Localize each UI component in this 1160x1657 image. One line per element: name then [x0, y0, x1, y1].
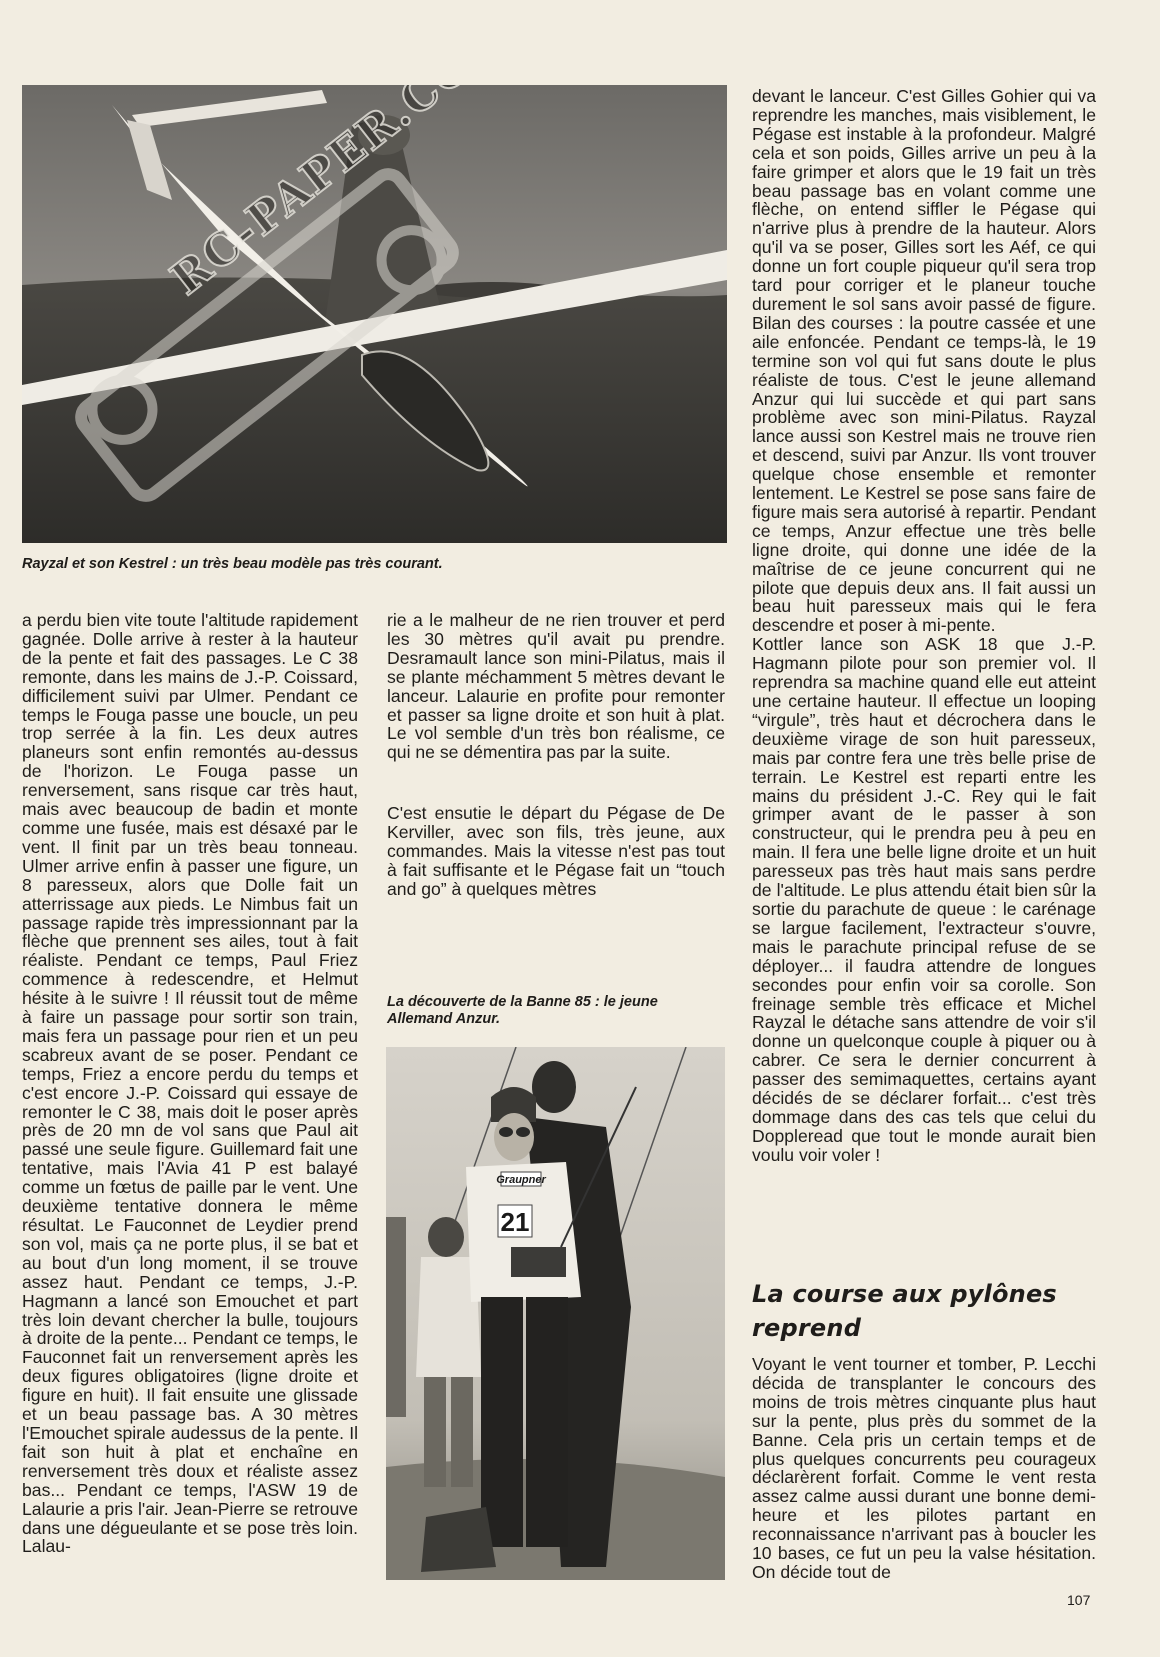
section-heading: La course aux pylônes reprend [752, 1280, 1057, 1342]
paragraph: a perdu bien vite toute l'altitude rapidement gagnée. Dolle arrive à rester à la hauteur de la pente et fait des passages. Le C 38 remonte, dans les mains de J.-P. Coissard, difficilement suivi par Ulmer. Pendant ce temps le Fouga passe une boucle, un peu trop serrée à la fin. Les deux autres planeurs sont enfin remontés au-dessus de l'horizon. Le Fouga passe un renversement, sans risque car très haut, mais avec beaucoup de badin et monte comme une fusée, mais est désaxé par le vent. Il finit par un très beau tonneau. Ulmer arrive enfin à passer une figure, un 8 paresseux, alors que Dolle fait un atterrissage aux pieds. Le Nimbus fait un passage rapide très impressionnant par la flèche que prennent ses ailes, tout à fait réaliste. Pendant ce temps, Paul Friez commence à redescendre, et Helmut hésite à le suivre ! Il réussit tout de même à faire un passage pour sortir son train, mais fera un passage pour rien et un peu scabreux avant de se poser. Pendant ce temps, Friez a encore perdu du temps et c'est encore J.-P. Coissard qui essaye de remonter le C 38, mais doit le poser après près de 20 mn de vol sans que Paul ait passé une seule figure. Guillemard fait une tentative, mais l'Avia 41 P est balayé comme un fœtus de paille par le vent. Une deuxième tentative donnera le même résultat. Le Fauconnet de Leydier prend son vol, mais ça ne porte plus, il se bat et au bout d'un long moment, il se trouve assez haut. Pendant ce temps, J.-P. Hagmann a lancé son Emouchet et part très loin devant chercher la bulle, toujours à droite de la pente... Pendant ce temps, le Fauconnet fait un renversement après les deux figures obligatoires (ligne droite et figure en huit). Il fait ensuite une glissade et un beau passage bas. A 30 mètres l'Emouchet spirale audessus de la pente. Il fait son huit à plat et enchaîne en renversement très doux et réaliste assez bas... Pendant ce temps, l'ASW 19 de Lalaurie a pris l'air. Jean-Pierre se retrouve dans une dégueulante et se pose très loin. Lalau- [22, 610, 358, 1557]
anzur-pilot-photo [386, 1047, 725, 1580]
column-2 [387, 611, 725, 899]
paragraph: devant le lanceur. C'est Gilles Gohier qui va reprendre les manches, mais visiblement, le Pégase est instable à la profondeur. Malgré cela et son poids, Gilles arrive un peu à la faire grimper et alors que le 19 fait un très beau passage bas en volant comme une flèche, on entend siffler le Pégase qui n'arrive plus à prendre de la hauteur. Alors qu'il va se poser, Gilles sort les Aéf, ce qui donne un fort couple piqueur qu'il sera trop tard pour corriger et le planeur touche durement le sol sans avoir passé de figure. Bilan des courses : la poutre cassée et une aile enfoncée. Pendant ce temps-là, le 19 termine son vol qui fut sans doute le plus réaliste de tous. C'est le jeune allemand Anzur qui lui succède et qui part sans problème avec son mini-Pilatus. Rayzal lance aussi son Kestrel mais ne trouve rien et descend, suivi par Anzur. Ils vont trouver quelque chose ensemble et remonter lentement. Le Kestrel se pose sans faire de figure mais sera autorisé à repartir. Pendant ce temps, Anzur effectue une très belle ligne droite, qui donne une idée de la maîtrise de ce jeune concurrent qui ne pilote que depuis deux ans. Il fait aussi un beau huit paresseux mais qui le fera descendre et poser à mi-pente. [752, 86, 1096, 636]
paragraph: rie a le malheur de ne rien trouver et perd les 30 mètres qu'il avait pu prendre. Desramault lance son mini-Pilatus, mais il se plante méchamment 5 mètres devant le lanceur. Lalaurie en profite pour remonter et passer sa ligne droite et son huit à plat. Le vol semble d'un très bon réalisme, ce qui ne se démentira pas par la suite. [387, 610, 725, 763]
bib-number: 21 [500, 1207, 530, 1237]
paragraph: C'est ensutie le départ du Pégase de De Kerviller, avec son fils, très jeune, aux commandes. Mais la vitesse n'est pas tout à fait suffisante et le Pégase fait un “touch and go” à quelques mètres [387, 803, 725, 899]
column-1 [22, 611, 358, 1556]
paragraph: Kottler lance son ASK 18 que J.-P. Hagmann pilote pour son premier vol. Il reprendra sa machine quand elle eut atteint une certaine hauteur. Il effectue un looping “virgule”, très haut et décrochera dans le deuxième virage de son huit paresseux, mais par contre fera une très belle prise de terrain. Le Kestrel est reparti entre les mains du président J.-C. Rey qui le fait grimper avant de le passer à son constructeur, qui le prendra peu à peu en main. Il fera une belle ligne droite et un huit paresseux pas très haut mais sans perdre de l'altitude. Le plus attendu était bien sûr la sortie du parachute de queue : le carénage se largue facilement, l'extracteur s'ouvre, mais le parachute principal refuse de se déployer... il faudra attendre de longues secondes pour enfin voir sa corolle. Son freinage semble très efficace et Michel Rayzal le détache sans attendre de voir s'il donne un quelconque couple à piquer ou à cabrer. Ce sera le dernier concurrent à passer des semimaquettes, certains ayant décidés de se déclarer forfait... c'est très dommage dans des cas tels que celui du Doppleread que tout le monde aurait bien voulu voir voler ! [752, 634, 1096, 1165]
shirt-logo: Graupner [496, 1174, 546, 1186]
column-3-continued [752, 1355, 1096, 1582]
page-number: 107 [1067, 1592, 1091, 1608]
column-3 [752, 87, 1096, 1165]
photo1-caption: Rayzal et son Kestrel : un très beau modèle pas très courant. [22, 556, 443, 572]
photo2-caption: La découverte de la Banne 85 : le jeune Allemand Anzur. [387, 994, 658, 1027]
paragraph: Voyant le vent tourner et tomber, P. Lecchi décida de transplanter le concours des moins de trois mètres cinquante plus haut sur la pente, plus près du sommet de la Banne. Cela pris un certain temps et de plus quelques concurrents peu courageux déclarèrent forfait. Comme le vent resta assez calme aussi durant une bonne demi-heure et les pilotes partant en reconnaissance n'arrivant pas à boucler les 10 bases, ce fut un peu la valse hésitation. On décide tout de [752, 1354, 1096, 1582]
kestrel-glider-photo [22, 85, 727, 543]
